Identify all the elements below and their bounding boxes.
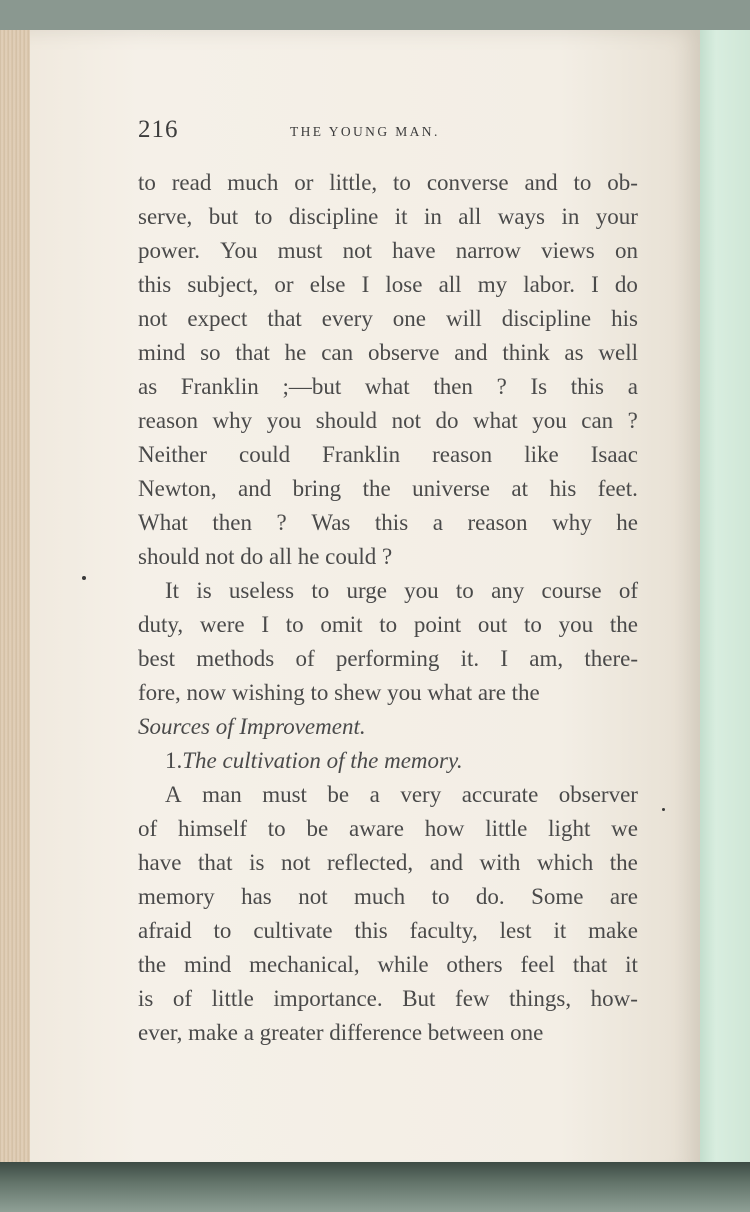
page-number: 216	[138, 116, 179, 143]
speck-mark	[662, 808, 665, 811]
text-line: serve, but to discipline it in all ways in your	[138, 204, 638, 229]
text-line: the mind mechanical, while others feel that it	[138, 952, 638, 977]
book-cover-edge	[0, 1162, 750, 1212]
text-line: should not do all he could ?	[138, 544, 393, 569]
speck-mark	[82, 576, 86, 580]
text-line: best methods of performing it. I am, there-	[138, 646, 638, 671]
text-line: Sources of Improvement.	[138, 714, 366, 739]
text-line: as Franklin ;—but what then ? Is this a	[138, 374, 638, 399]
text-line: not expect that every one will discipline his	[138, 306, 638, 331]
text-line: memory has not much to do. Some are	[138, 884, 638, 909]
text-line: It is useless to urge you to any course of	[165, 578, 638, 603]
text-line: this subject, or else I lose all my labor. I do	[138, 272, 638, 297]
text-line: afraid to cultivate this faculty, lest it make	[138, 918, 638, 943]
text-line: What then ? Was this a reason why he	[138, 510, 638, 535]
page-header	[138, 116, 638, 146]
running-head: THE YOUNG MAN.	[290, 124, 440, 139]
text-line: 1. The cultivation of the memory.	[165, 748, 463, 773]
text-line: power. You must not have narrow views on	[138, 238, 638, 263]
text-line: fore, now wishing to shew you what are the	[138, 680, 540, 705]
text-line: reason why you should not do what you can ?	[138, 408, 638, 433]
text-line: is of little importance. But few things, how-	[138, 986, 638, 1011]
text-line: Newton, and bring the universe at his feet.	[138, 476, 638, 501]
text-line: have that is not reflected, and with which the	[138, 850, 638, 875]
text-line: to read much or little, to converse and to ob-	[138, 170, 638, 195]
text-line: mind so that he can observe and think as well	[138, 340, 638, 365]
text-line: of himself to be aware how little light we	[138, 816, 638, 841]
page-stack-edge	[0, 30, 30, 1180]
text-line: Neither could Franklin reason like Isaac	[138, 442, 638, 467]
text-line: duty, were I to omit to point out to you the	[138, 612, 638, 637]
text-line: A man must be a very accurate observer	[165, 782, 638, 807]
text-line: ever, make a greater difference between one	[138, 1020, 544, 1045]
